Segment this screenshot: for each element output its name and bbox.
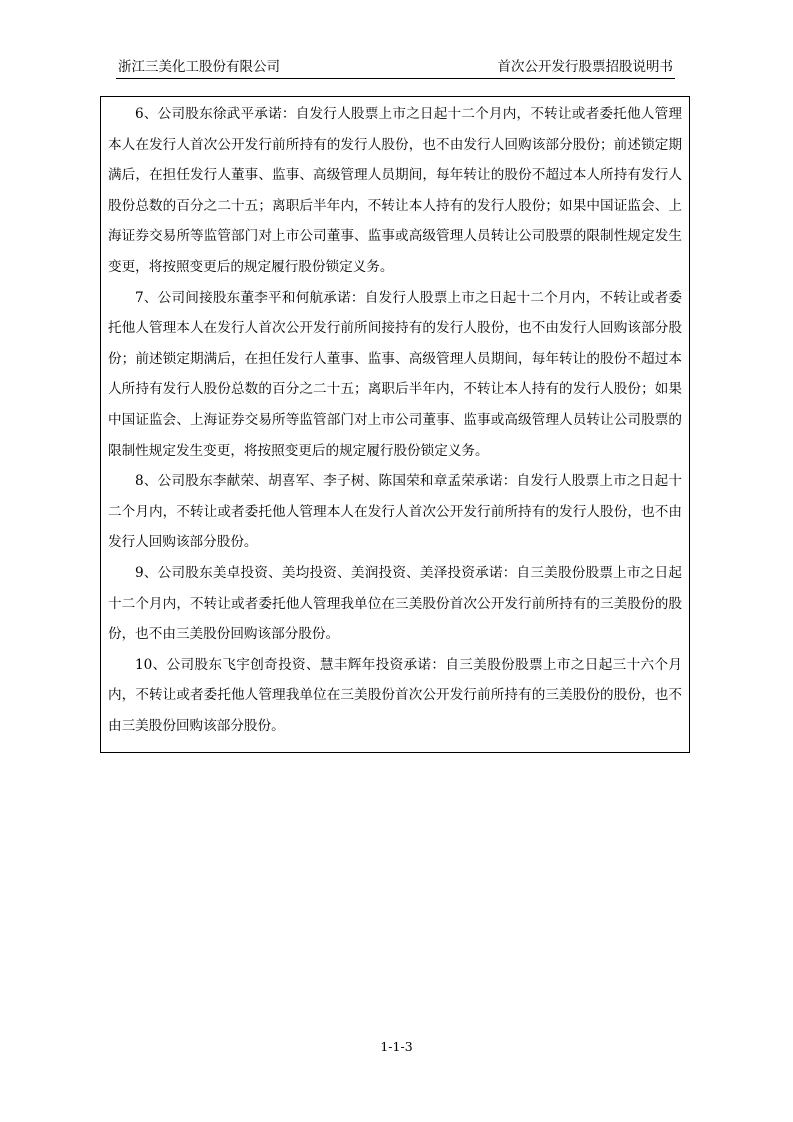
header-company-name: 浙江三美化工股份有限公司 [118,59,280,75]
page-header [116,56,675,79]
commitments-box [100,96,690,753]
commitment-paragraph-10: 10、公司股东飞宇创奇投资、慧丰辉年投资承诺：自三美股份股票上市之日起三十六个月内，不转让或者委托他人管理我单位在三美股份首次公开发行前所持有的三美股份的股份，也不由三美股份回购该部分股份。 [108,656,682,734]
commitment-paragraph-8: 8、公司股东李献荣、胡喜军、李子树、陈国荣和章孟荣承诺：自发行人股票上市之日起十二个月内，不转让或者委托他人管理本人在发行人首次公开发行前所持有的发行人股份，也不由发行人回购该部分股份。 [108,473,682,551]
page-number: 1-1-3 [380,1039,413,1054]
commitment-paragraph-7: 7、公司间接股东董李平和何航承诺：自发行人股票上市之日起十二个月内，不转让或者委托他人管理本人在发行人首次公开发行前所间接持有的发行人股份，也不由发行人回购该部分股份；前述锁定期满后，在担任发行人董事、监事、高级管理人员期间，每年转让的股份不超过本人所持有发行人股份总数的百分之二十五；离职后半年内，不转让本人持有的发行人股份；如果中国证监会、上海证券交易所等监管部门对上市公司董事、监事或高级管理人员转让公司股票的限制性规定发生变更，将按照变更后的规定履行股份锁定义务。 [108,289,682,459]
header-document-title: 首次公开发行股票招股说明书 [497,59,673,75]
commitment-paragraph-6: 6、公司股东徐武平承诺：自发行人股票上市之日起十二个月内，不转让或者委托他人管理本人在发行人首次公开发行前所持有的发行人股份，也不由发行人回购该部分股份；前述锁定期满后，在担任发行人董事、监事、高级管理人员期间，每年转让的股份不超过本人所持有发行人股份总数的百分之二十五；离职后半年内，不转让本人持有的发行人股份；如果中国证监会、上海证券交易所等监管部门对上市公司董事、监事或高级管理人员转让公司股票的限制性规定发生变更，将按照变更后的规定履行股份锁定义务。 [108,106,682,275]
commitment-paragraph-9: 9、公司股东美卓投资、美均投资、美润投资、美泽投资承诺：自三美股份股票上市之日起十二个月内，不转让或者委托他人管理我单位在三美股份首次公开发行前所持有的三美股份的股份，也不由三美股份回购该部分股份。 [108,564,682,643]
